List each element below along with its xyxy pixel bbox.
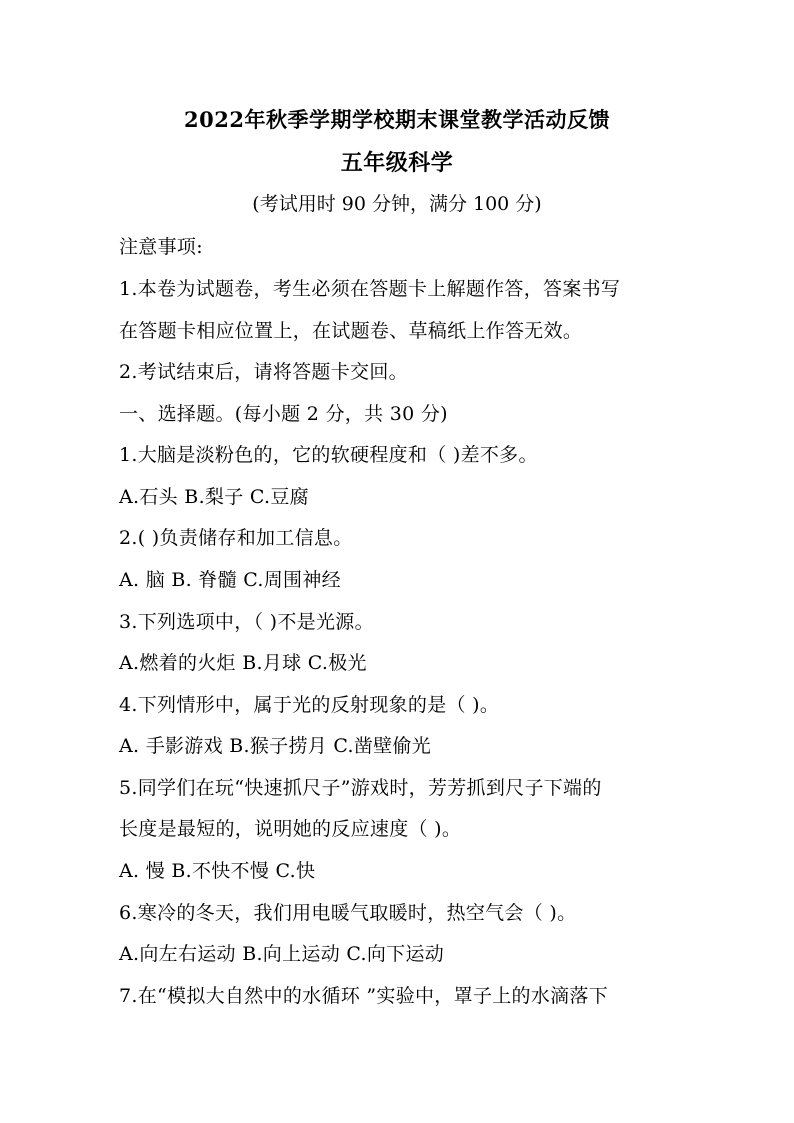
- section-1-heading: 一、选择题。(每小题 2 分，共 30 分): [119, 403, 448, 425]
- question-1-stem: 1.大脑是淡粉色的，它的软硬程度和（ )差不多。: [119, 444, 538, 466]
- question-5-stem-line-1: 5.同学们在玩“快速抓尺子”游戏时，芳芳抓到尺子下端的: [119, 777, 602, 799]
- question-2-options: A. 脑 B. 脊髓 C.周围神经: [119, 569, 341, 591]
- question-3-stem: 3.下列选项中，（ )不是光源。: [119, 611, 374, 633]
- question-2-stem: 2.( )负责储存和加工信息。: [119, 527, 353, 549]
- question-4-options: A. 手影游戏 B.猴子捞月 C.凿壁偷光: [119, 735, 432, 757]
- note-item-1-line-2: 在答题卡相应位置上，在试题卷、草稿纸上作答无效。: [119, 320, 583, 342]
- question-4-stem: 4.下列情形中，属于光的反射现象的是（ )。: [119, 694, 500, 716]
- question-6-options: A.向左右运动 B.向上运动 C.向下运动: [119, 943, 445, 965]
- question-7-stem: 7.在“模拟大自然中的水循环 ”实验中，罩子上的水滴落下: [119, 985, 608, 1007]
- question-5-stem-line-2: 长度是最短的，说明她的反应速度（ )。: [119, 818, 462, 840]
- question-5-options: A. 慢 B.不快不慢 C.快: [119, 860, 316, 882]
- note-item-2: 2.考试结束后，请将答题卡交回。: [119, 361, 408, 383]
- note-item-1-line-1: 1.本卷为试题卷，考生必须在答题卡上解题作答，答案书写: [119, 278, 621, 300]
- exam-title: 2022年秋季学期学校期末课堂教学活动反馈: [184, 107, 610, 132]
- subject-title: 五年级科学: [340, 150, 454, 176]
- exam-info: (考试用时 90 分钟，满分 100 分): [252, 193, 542, 215]
- question-6-stem: 6.寒冷的冬天，我们用电暖气取暖时，热空气会（ )。: [119, 902, 577, 924]
- notes-heading: 注意事项:: [119, 236, 203, 258]
- question-3-options: A.燃着的火炬 B.月球 C.极光: [119, 652, 367, 674]
- question-1-options: A.石头 B.梨子 C.豆腐: [119, 486, 309, 508]
